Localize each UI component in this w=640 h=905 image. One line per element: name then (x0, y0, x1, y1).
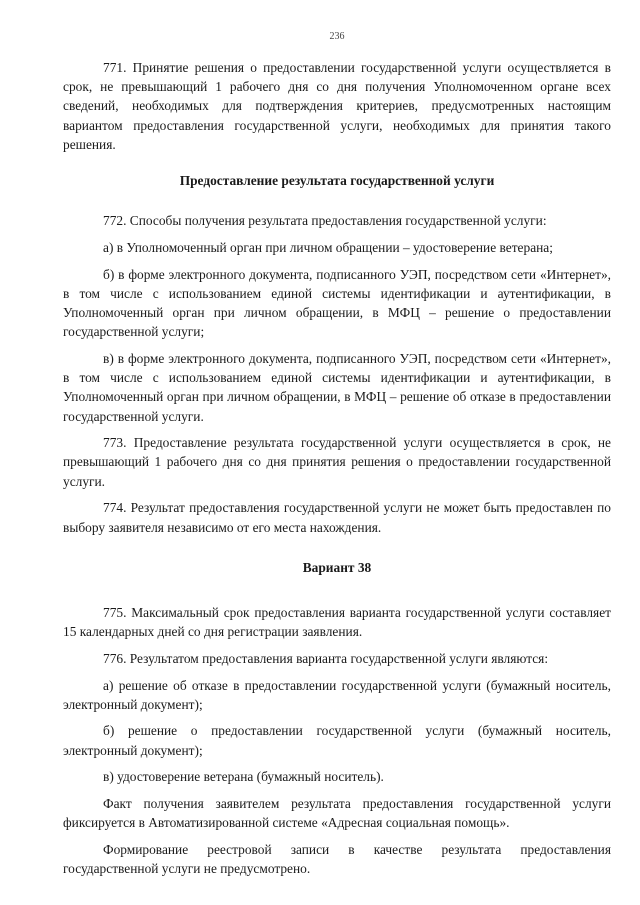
document-page (63, 30, 611, 886)
paragraph-774: 774. Результат предоставления государственной услуги не может быть предоставлен по выбору заявителя независимо от его места нахождения. (63, 500, 611, 535)
paragraph-772-v: в) в форме электронного документа, подписанного УЭП, посредством сети «Интернет», в том числе с использованием единой системы идентификации и аутентификации, в Уполномоченный орган при личном обращении, в МФЦ – решение об отказе в предоставлении государственной услуги. (63, 350, 611, 424)
paragraph-776-v: в) удостоверение ветерана (бумажный носитель). (103, 769, 384, 785)
paragraph-776-a: а) решение об отказе в предоставлении государственной услуги (бумажный носитель, электронный документ); (63, 677, 611, 712)
paragraph-776-b: б) решение о предоставлении государственной услуги (бумажный носитель, электронный документ); (63, 723, 611, 758)
section-heading-result: Предоставление результата государственной услуги (179, 173, 495, 189)
paragraph-776: 776. Результатом предоставления варианта государственной услуги являются: (103, 650, 549, 666)
paragraph-772-b: б) в форме электронного документа, подписанного УЭП, посредством сети «Интернет», в том числе с использованием единой системы идентификации и аутентификации, в Уполномоченный орган при личном обращении, в МФЦ – решение о предоставлении государственной услуги; (63, 266, 611, 340)
paragraph-772-a: а) в Уполномоченный орган при личном обращении – удостоверение ветерана; (103, 239, 553, 255)
paragraph-773: 773. Предоставление результата государственной услуги осуществляется в срок, не превышающий 1 рабочего дня со дня принятия решения о предоставлении государственной услуги. (63, 435, 611, 489)
paragraph-771: 771. Принятие решения о предоставлении государственной услуги осуществляется в срок, не превышающий 1 рабочего дня со дня получения Уполномоченном органе всех сведений, необходимых для подтверждения критериев, предусмотренных настоящим вариантом предоставления государственной услуги, необходимых для принятия такого решения. (63, 60, 611, 152)
paragraph-result-fixation: Факт получения заявителем результата предоставления государственной услуги фиксируется в Автоматизированной системе «Адресная социальная помощь». (63, 796, 611, 831)
paragraph-775: 775. Максимальный срок предоставления варианта государственной услуги составляет 15 календарных дней со дня регистрации заявления. (63, 604, 611, 640)
paragraph-registry-record: Формирование реестровой записи в качестве результата предоставления государственной услуги не предусмотрено. (63, 842, 611, 877)
page-number: 236 (329, 31, 345, 42)
paragraph-772: 772. Способы получения результата предоставления государственной услуги: (103, 213, 547, 229)
section-heading-variant-38: Вариант 38 (302, 559, 372, 575)
